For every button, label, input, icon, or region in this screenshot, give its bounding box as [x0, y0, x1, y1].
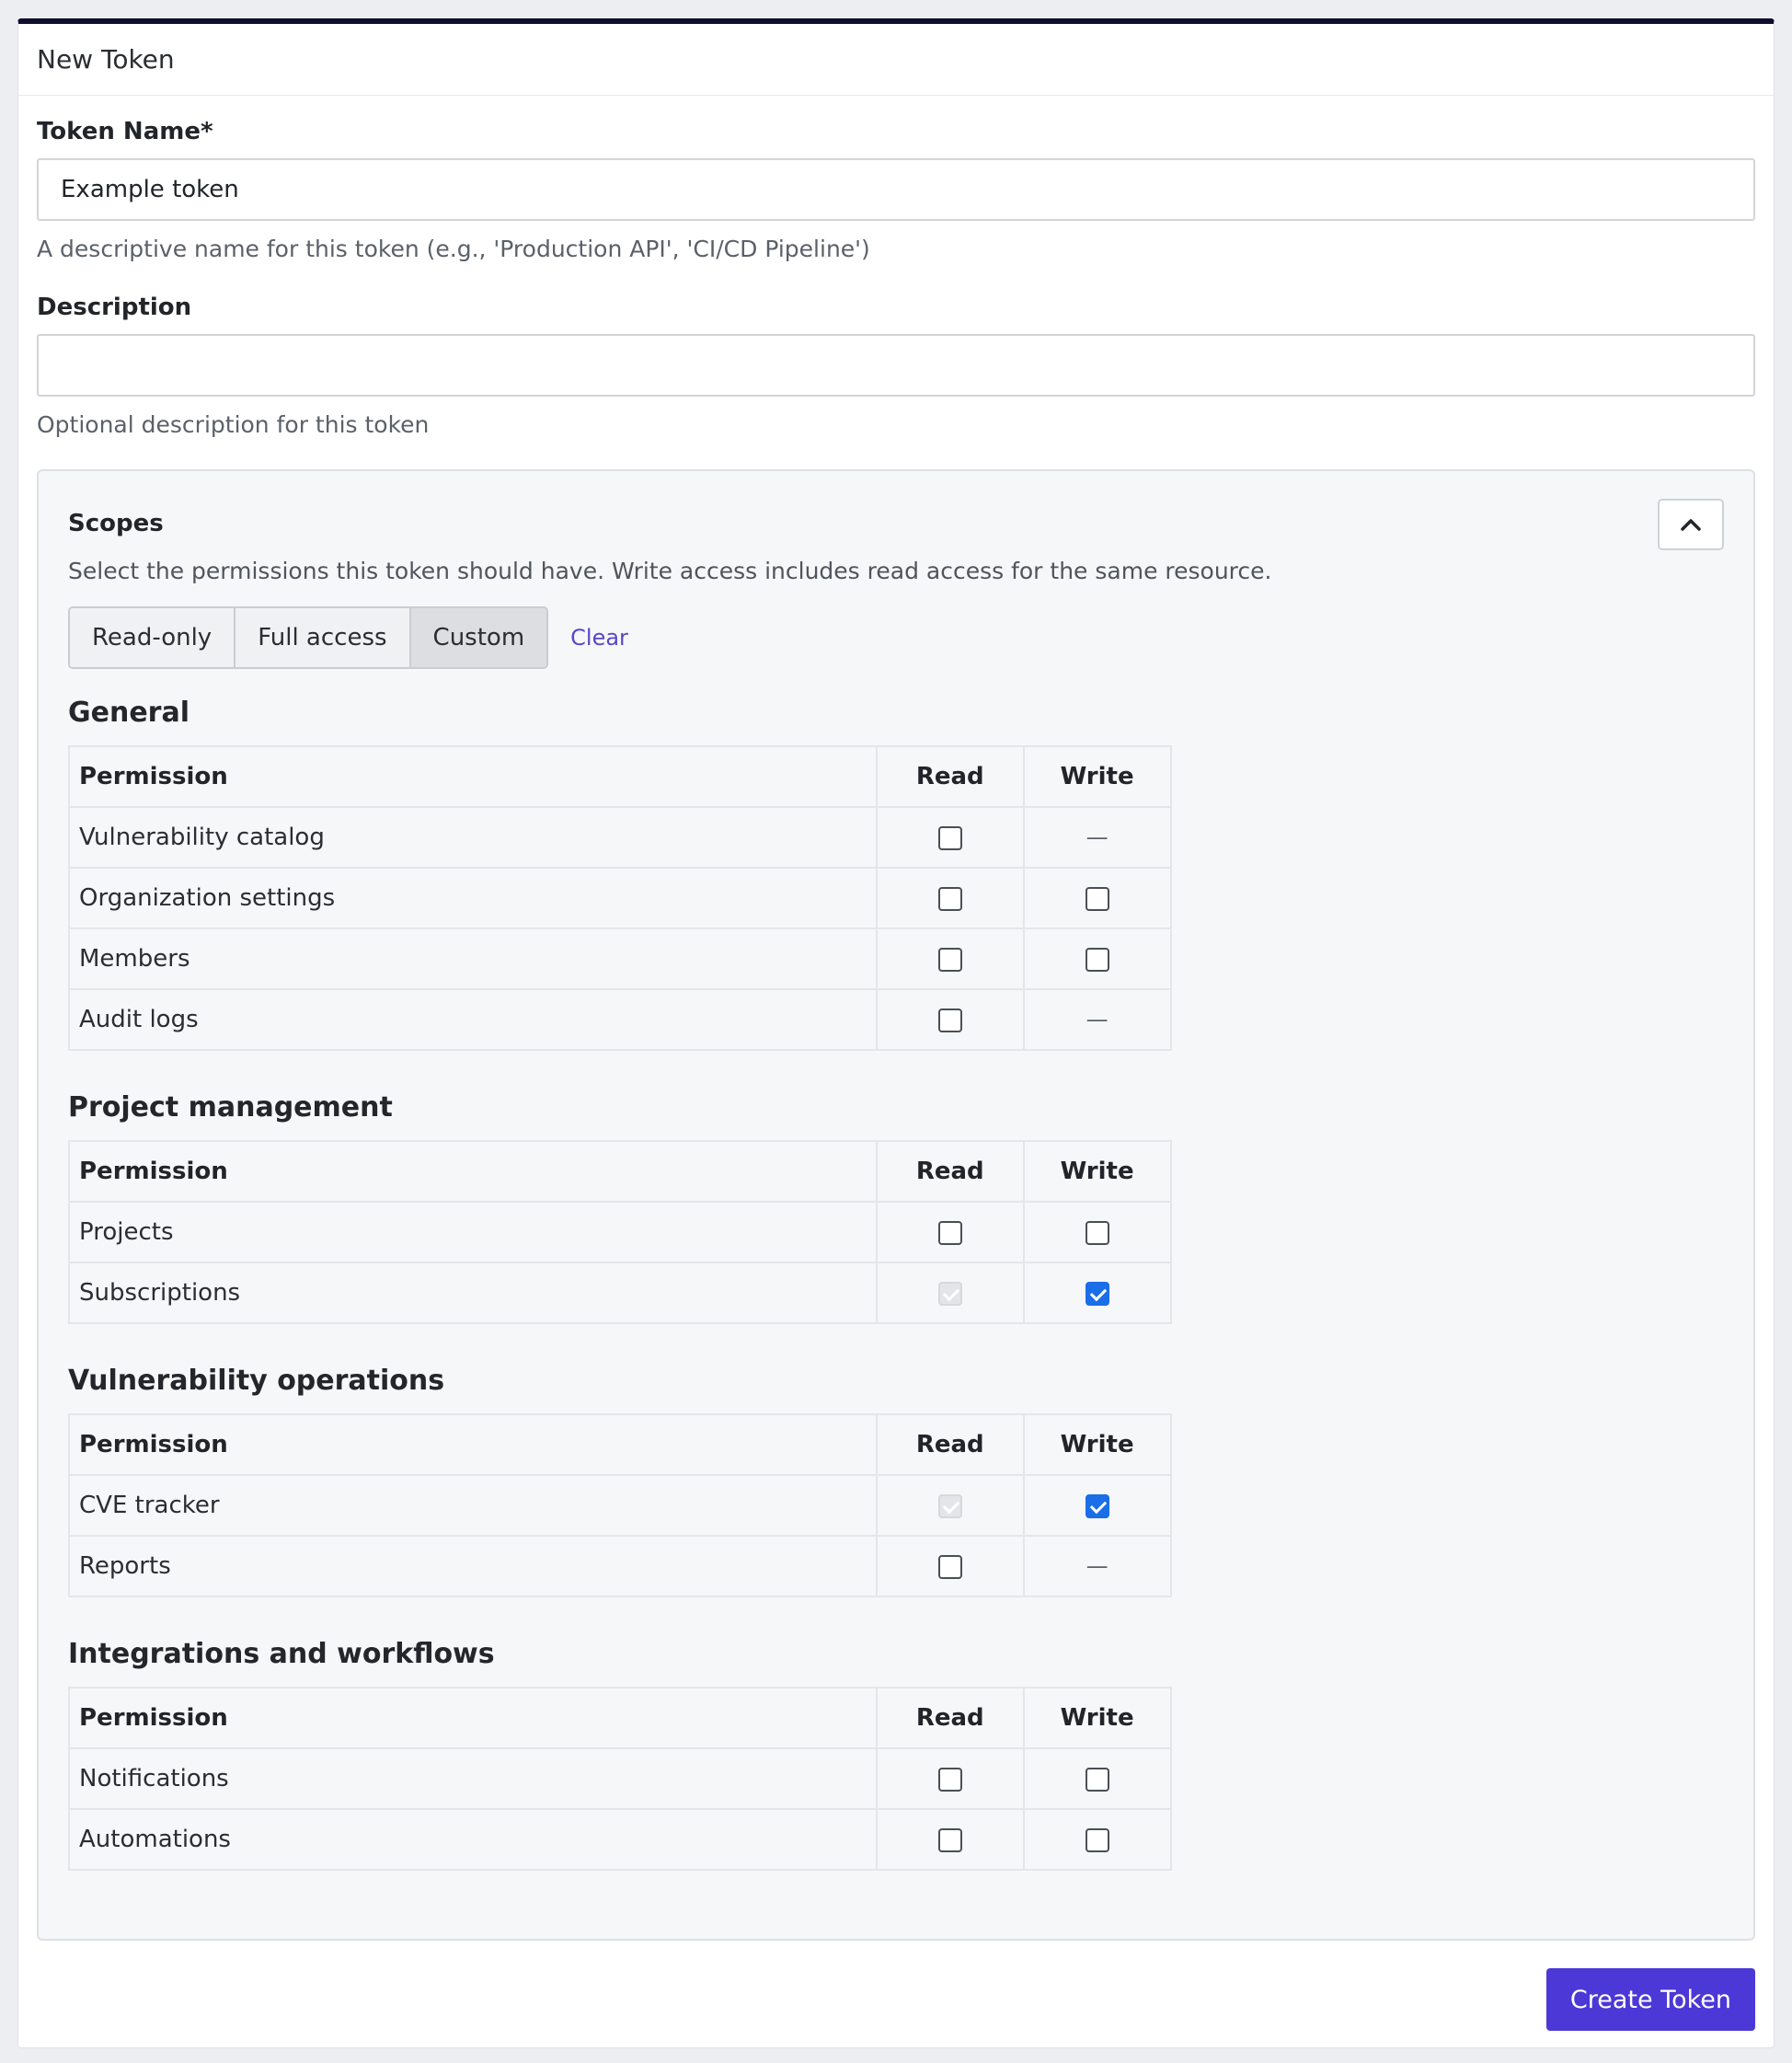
token-name-label: Token Name*	[37, 118, 213, 145]
write-cell	[1024, 807, 1171, 868]
write-cell	[1024, 868, 1171, 928]
read-checkbox-automations[interactable]	[938, 1828, 962, 1852]
table-row	[69, 928, 1171, 989]
create-token-button[interactable]: Create Token	[1546, 1968, 1755, 2031]
token-name-help: A descriptive name for this token (e.g., 'Production API', 'CI/CD Pipeline')	[37, 236, 870, 262]
write-checkbox-automations[interactable]	[1086, 1828, 1109, 1852]
read-checkbox-subscriptions	[938, 1282, 962, 1306]
scopes-title: Scopes	[68, 510, 164, 537]
write-checkbox-organization-settings[interactable]	[1086, 887, 1109, 911]
table-header-row	[69, 1141, 1171, 1202]
not-applicable-mark: —	[1086, 1553, 1109, 1579]
table-row	[69, 1748, 1171, 1809]
table-row	[69, 1809, 1171, 1870]
table-row	[69, 989, 1171, 1050]
table-row	[69, 1262, 1171, 1323]
permission-name: Notifications	[69, 1748, 877, 1809]
table-header-row	[69, 746, 1171, 807]
read-checkbox-vulnerability-catalog[interactable]	[938, 826, 962, 850]
column-header-read: Read	[877, 1688, 1024, 1748]
permission-name: Vulnerability catalog	[69, 807, 877, 868]
permission-groups	[68, 697, 1724, 1871]
not-applicable-mark: —	[1086, 1007, 1109, 1032]
scopes-panel	[37, 469, 1755, 1941]
column-header-read: Read	[877, 1414, 1024, 1475]
column-header-permission: Permission	[69, 746, 877, 807]
read-checkbox-projects[interactable]	[938, 1221, 962, 1245]
read-cell	[877, 1748, 1024, 1809]
column-header-write: Write	[1024, 1414, 1171, 1475]
write-cell	[1024, 1475, 1171, 1536]
permission-name: Automations	[69, 1809, 877, 1870]
write-cell	[1024, 1262, 1171, 1323]
read-cell	[877, 1809, 1024, 1870]
write-checkbox-projects[interactable]	[1086, 1221, 1109, 1245]
not-applicable-mark: —	[1086, 824, 1109, 850]
write-checkbox-subscriptions[interactable]	[1086, 1282, 1109, 1306]
table-header-row	[69, 1688, 1171, 1748]
permission-name: Subscriptions	[69, 1262, 877, 1323]
group-title-integrations-and-workflows: Integrations and workflows	[68, 1638, 495, 1670]
read-cell	[877, 928, 1024, 989]
read-cell	[877, 1262, 1024, 1323]
read-cell	[877, 807, 1024, 868]
new-token-card	[17, 18, 1775, 2048]
permission-table-project-management	[68, 1140, 1172, 1324]
card-header	[18, 24, 1774, 96]
column-header-permission: Permission	[69, 1414, 877, 1475]
read-checkbox-reports[interactable]	[938, 1555, 962, 1579]
group-title-vulnerability-operations: Vulnerability operations	[68, 1365, 445, 1397]
permission-table-general	[68, 745, 1172, 1051]
read-checkbox-members[interactable]	[938, 948, 962, 972]
description-label: Description	[37, 294, 192, 321]
collapse-scopes-button[interactable]	[1658, 499, 1724, 550]
read-cell	[877, 1475, 1024, 1536]
read-checkbox-audit-logs[interactable]	[938, 1008, 962, 1032]
table-row	[69, 807, 1171, 868]
group-title-general: General	[68, 697, 190, 729]
card-title: New Token	[37, 44, 175, 75]
card-body	[18, 96, 1774, 2031]
write-cell	[1024, 1748, 1171, 1809]
write-cell	[1024, 928, 1171, 989]
footer-row	[37, 1968, 1755, 2031]
read-cell	[877, 1202, 1024, 1262]
group-title-project-management: Project management	[68, 1091, 393, 1124]
token-name-input[interactable]	[37, 158, 1755, 221]
description-input[interactable]	[37, 334, 1755, 397]
write-cell	[1024, 1202, 1171, 1262]
table-row	[69, 1202, 1171, 1262]
read-cell	[877, 1536, 1024, 1596]
column-header-write: Write	[1024, 746, 1171, 807]
table-row	[69, 1475, 1171, 1536]
write-checkbox-members[interactable]	[1086, 948, 1109, 972]
permission-name: CVE tracker	[69, 1475, 877, 1536]
permission-name: Audit logs	[69, 989, 877, 1050]
column-header-write: Write	[1024, 1141, 1171, 1202]
permission-name: Organization settings	[69, 868, 877, 928]
preset-button-group	[68, 606, 548, 669]
permission-table-integrations-and-workflows	[68, 1687, 1172, 1871]
column-header-write: Write	[1024, 1688, 1171, 1748]
read-checkbox-notifications[interactable]	[938, 1768, 962, 1792]
preset-custom-button[interactable]: Custom	[411, 608, 547, 667]
preset-read-only-button[interactable]: Read-only	[70, 608, 235, 667]
write-checkbox-cve-tracker[interactable]	[1086, 1494, 1109, 1518]
column-header-permission: Permission	[69, 1688, 877, 1748]
chevron-up-icon	[1680, 517, 1702, 532]
table-row	[69, 1536, 1171, 1596]
column-header-permission: Permission	[69, 1141, 877, 1202]
column-header-read: Read	[877, 1141, 1024, 1202]
description-help: Optional description for this token	[37, 411, 430, 438]
permission-name: Members	[69, 928, 877, 989]
clear-link[interactable]: Clear	[570, 625, 628, 651]
read-cell	[877, 989, 1024, 1050]
read-checkbox-cve-tracker	[938, 1494, 962, 1518]
read-checkbox-organization-settings[interactable]	[938, 887, 962, 911]
table-row	[69, 868, 1171, 928]
write-cell	[1024, 1536, 1171, 1596]
write-checkbox-notifications[interactable]	[1086, 1768, 1109, 1792]
scopes-description: Select the permissions this token should have. Write access includes read access for the same resource.	[68, 558, 1272, 584]
write-cell	[1024, 989, 1171, 1050]
preset-full-access-button[interactable]: Full access	[235, 608, 410, 667]
permission-name: Projects	[69, 1202, 877, 1262]
write-cell	[1024, 1809, 1171, 1870]
column-header-read: Read	[877, 746, 1024, 807]
permission-name: Reports	[69, 1536, 877, 1596]
preset-row	[68, 606, 1724, 669]
read-cell	[877, 868, 1024, 928]
permission-table-vulnerability-operations	[68, 1413, 1172, 1597]
table-header-row	[69, 1414, 1171, 1475]
